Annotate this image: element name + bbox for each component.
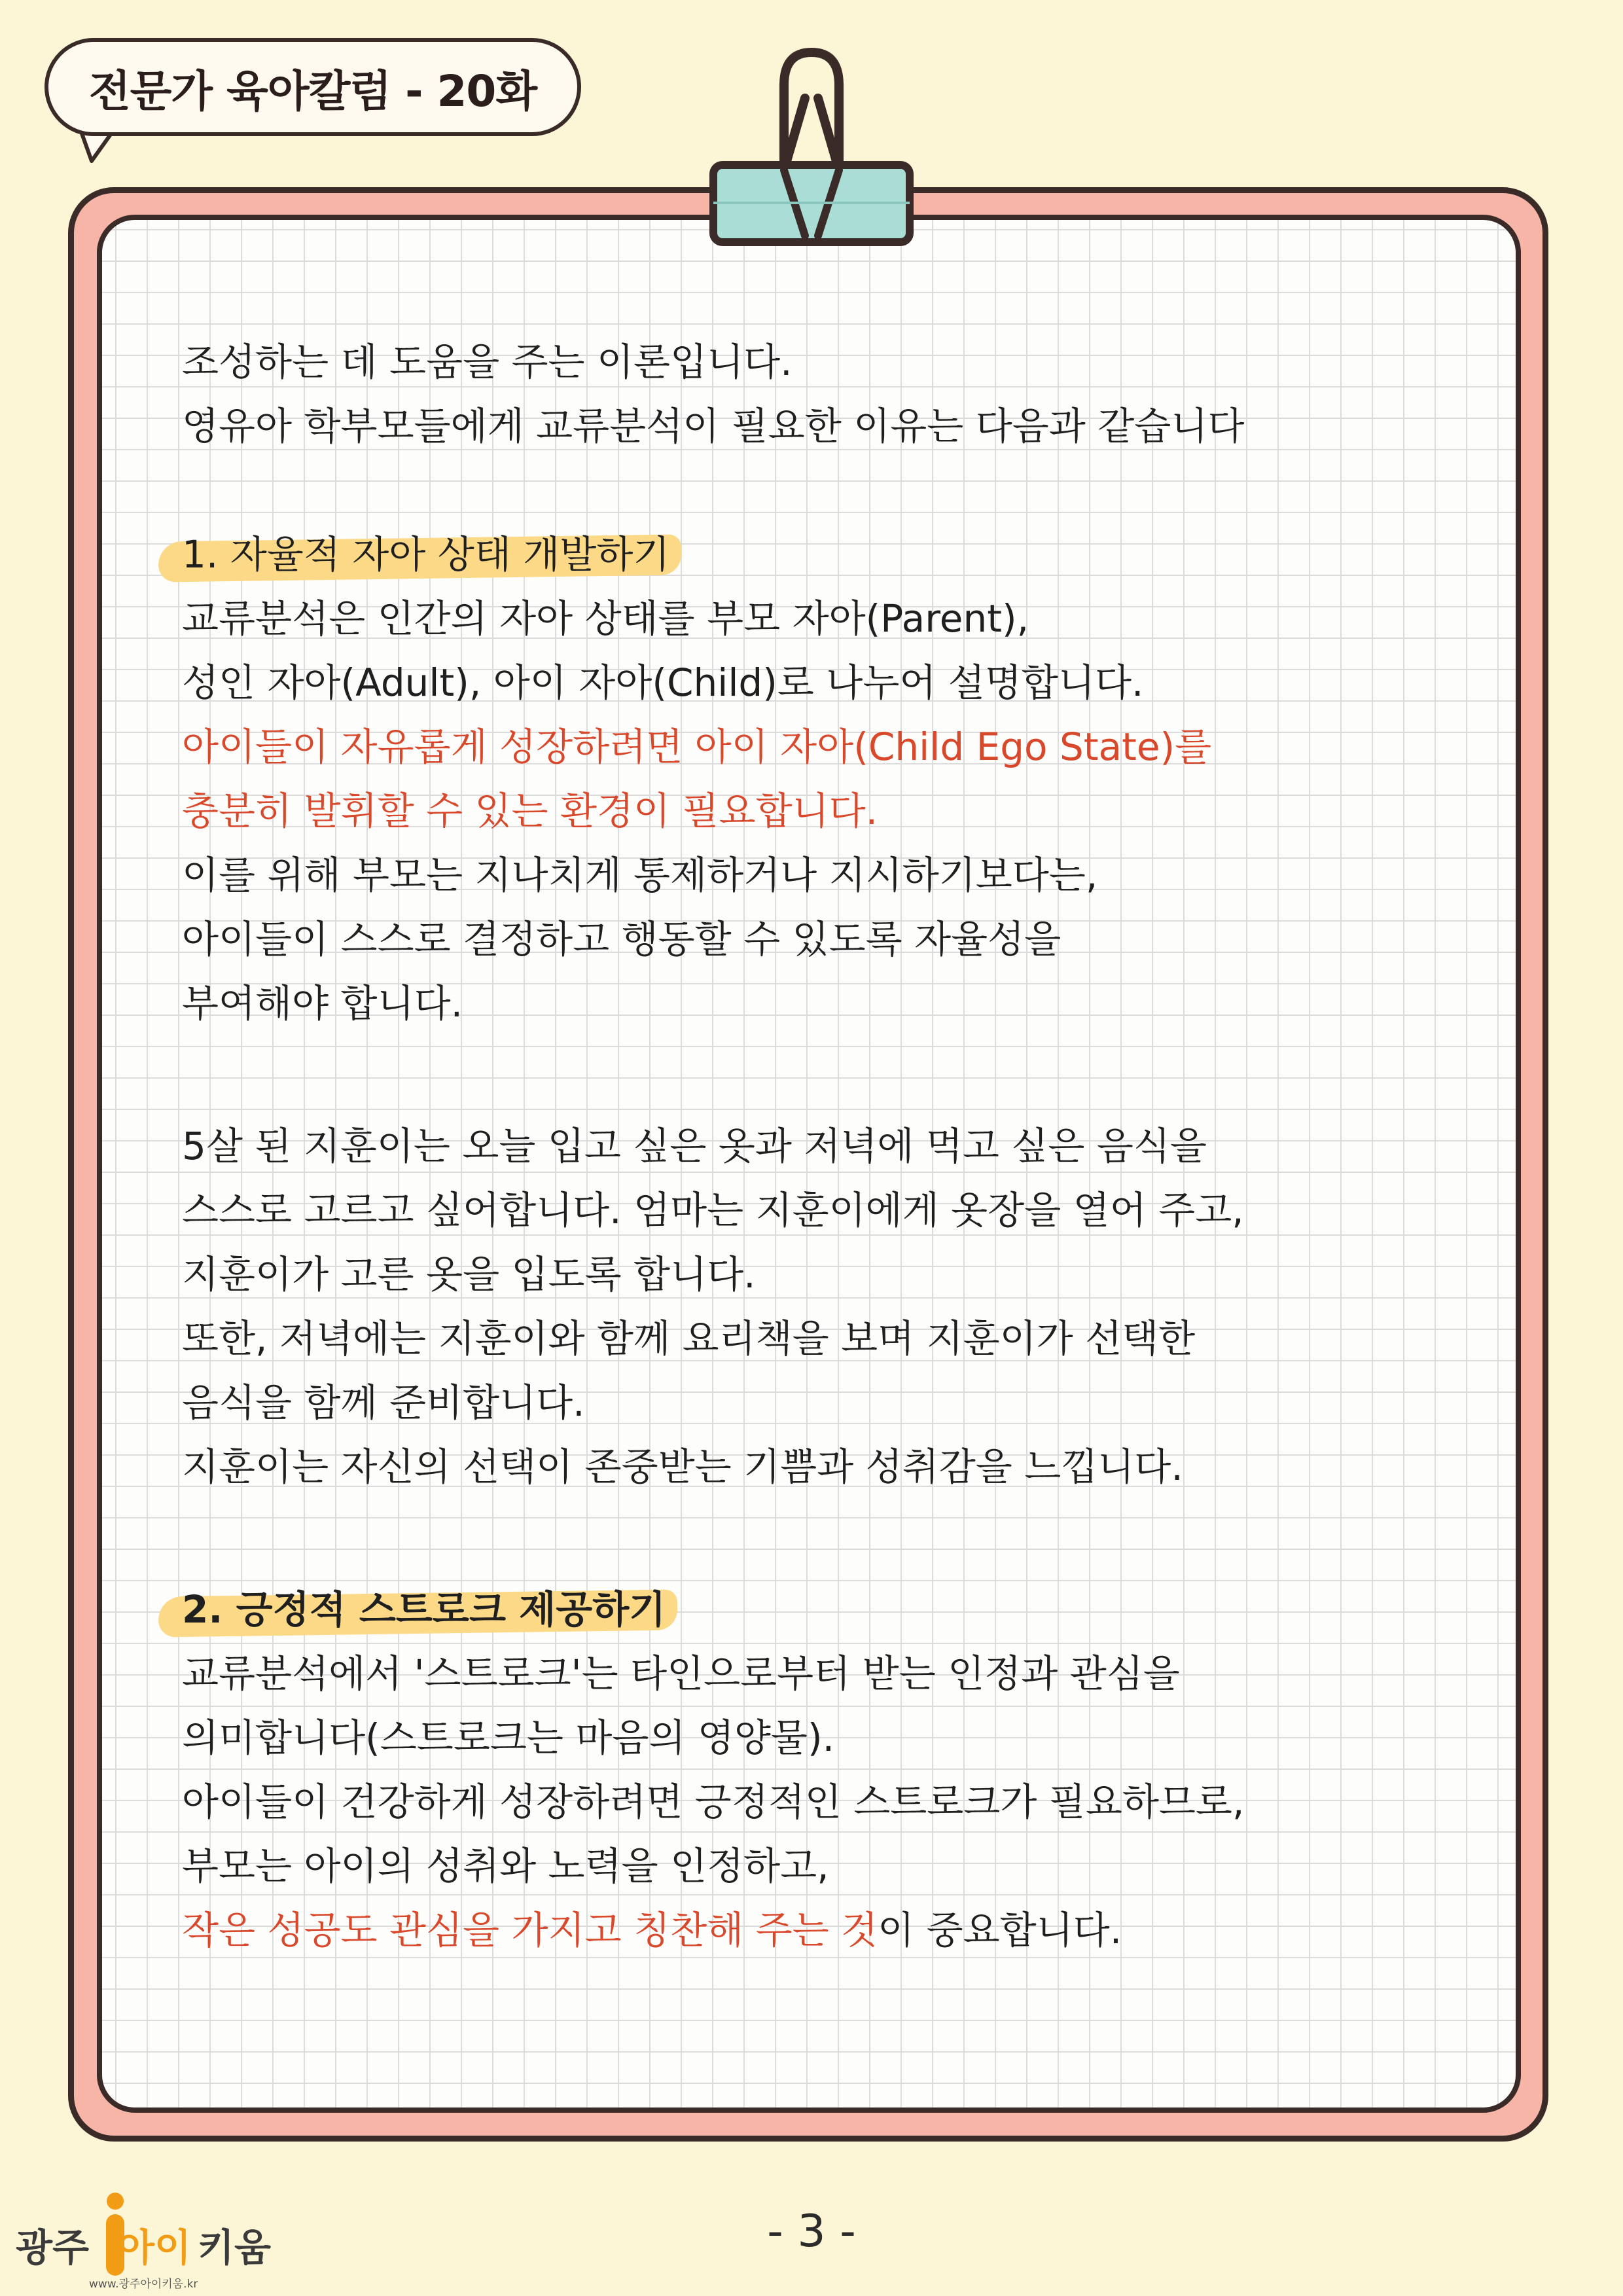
- logo-url: www.광주아이키움.kr: [89, 2278, 198, 2291]
- section-heading-text: 1. 자율적 자아 상태 개발하기: [182, 532, 670, 577]
- emphasis-line: 아이들이 자유롭게 성장하려면 아이 자아(Child Ego State)를: [182, 725, 1212, 769]
- example-line: 지훈이는 자신의 선택이 존중받는 기쁨과 성취감을 느낍니다.: [182, 1444, 1183, 1489]
- closing-text: 이 중요합니다.: [878, 1908, 1122, 1952]
- body-line: 성인 자아(Adult), 아이 자아(Child)로 나누어 설명합니다.: [182, 660, 1144, 705]
- body-line: 아이들이 스스로 결정하고 행동할 수 있도록 자율성을: [182, 917, 1061, 961]
- body-line: 의미합니다(스트로크는 마음의 영양물).: [182, 1715, 835, 1760]
- example-line: 음식을 함께 준비합니다.: [182, 1380, 585, 1425]
- section-heading: [182, 1577, 666, 1641]
- example-line: 또한, 저녁에는 지훈이와 함께 요리책을 보며 지훈이가 선택한: [182, 1316, 1196, 1361]
- body-line: 교류분석에서 '스트로크'는 타인으로부터 받는 인정과 관심을: [182, 1651, 1180, 1696]
- section-heading: [182, 522, 669, 586]
- body-line: 부여해야 합니다.: [182, 981, 463, 1026]
- emphasis-text: 작은 성공도 관심을 가지고 칭찬해 주는 것: [182, 1908, 878, 1952]
- body-line: 부모는 아이의 성취와 노력을 인정하고,: [182, 1844, 829, 1888]
- logo-text-ai: 아이: [118, 2225, 192, 2270]
- logo-text-kium: 키움: [198, 2225, 272, 2270]
- page-number: - 3 -: [767, 2206, 856, 2257]
- body-line: 이를 위해 부모는 지나치게 통제하거나 지시하기보다는,: [182, 853, 1098, 897]
- intro-line: 영유아 학부모들에게 교류분석이 필요한 이유는 다음과 같습니다: [182, 404, 1245, 448]
- gwangju-ai-kium-logo: [16, 2176, 291, 2291]
- example-line: 지훈이가 고른 옷을 입도록 합니다.: [182, 1252, 756, 1297]
- binder-clip-icon: [707, 39, 916, 275]
- column-title: 전문가 육아칼럼 - 20화: [88, 65, 537, 117]
- closing-line: [182, 1898, 1438, 1962]
- body-line: 교류분석은 인간의 자아 상태를 부모 자아(Parent),: [182, 596, 1029, 641]
- intro-line: 조성하는 데 도움을 주는 이론입니다.: [182, 340, 793, 384]
- section-heading-text: 2. 긍정적 스트로크 제공하기: [182, 1587, 666, 1632]
- emphasis-line: 충분히 발휘할 수 있는 환경이 필요합니다.: [182, 789, 878, 833]
- example-line: 스스로 고르고 싶어합니다. 엄마는 지훈이에게 옷장을 열어 주고,: [182, 1188, 1244, 1232]
- logo-text-gwangju: 광주: [16, 2225, 90, 2270]
- column-body: [182, 330, 1438, 1962]
- body-line: 아이들이 건강하게 성장하려면 긍정적인 스트로크가 필요하므로,: [182, 1780, 1245, 1824]
- example-line: 5살 된 지훈이는 오늘 입고 싶은 옷과 저녁에 먹고 싶은 음식을: [182, 1124, 1207, 1168]
- column-badge: [45, 38, 581, 136]
